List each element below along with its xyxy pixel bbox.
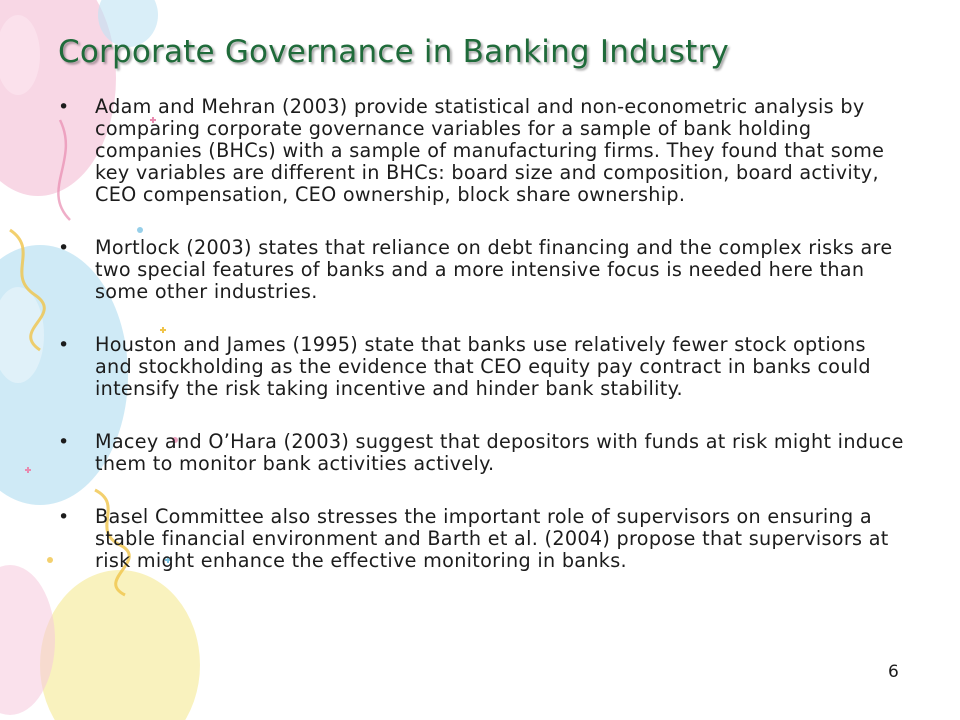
- slide-title: Corporate Governance in Banking Industry: [58, 34, 729, 70]
- bullet-text: Basel Committee also stresses the important role of supervisors on ensuring a stable financial environment and Barth et al. (2004) propose that supervisors at risk might enhance the effective monitoring in banks.: [95, 505, 889, 572]
- bullet-text: Mortlock (2003) states that reliance on debt financing and the complex risks are two special features of banks and a more intensive focus is needed here than some other industries.: [95, 236, 893, 303]
- bullet-dot-icon: •: [58, 334, 70, 356]
- bullet-item-houston-james: [58, 334, 908, 400]
- bullet-text: Adam and Mehran (2003) provide statistical and non-econometric analysis by comparing corporate governance variables for a sample of bank holding companies (BHCs) with a sample of manufacturing firms. They found that some key variables are different in BHCs: board size and composition, board activity, CEO compensation, CEO ownership, block share ownership.: [95, 95, 885, 206]
- bullet-dot-icon: •: [58, 506, 70, 528]
- bullet-item-basel-committee: [58, 506, 908, 572]
- bullet-list: [58, 96, 908, 603]
- bullet-item-adam-mehran: [58, 96, 908, 206]
- bullet-text: Houston and James (1995) state that banks use relatively fewer stock options and stockholding as the evidence that CEO equity pay contract in banks could intensify the risk taking incentive and hinder bank stability.: [95, 333, 871, 400]
- page-number: 6: [888, 662, 899, 682]
- bullet-item-macey-ohara: [58, 431, 908, 475]
- bullet-item-mortlock: [58, 237, 908, 303]
- bullet-dot-icon: •: [58, 96, 70, 118]
- bullet-dot-icon: •: [58, 431, 70, 453]
- bullet-text: Macey and O’Hara (2003) suggest that depositors with funds at risk might induce them to monitor bank activities actively.: [95, 430, 904, 475]
- bullet-dot-icon: •: [58, 237, 70, 259]
